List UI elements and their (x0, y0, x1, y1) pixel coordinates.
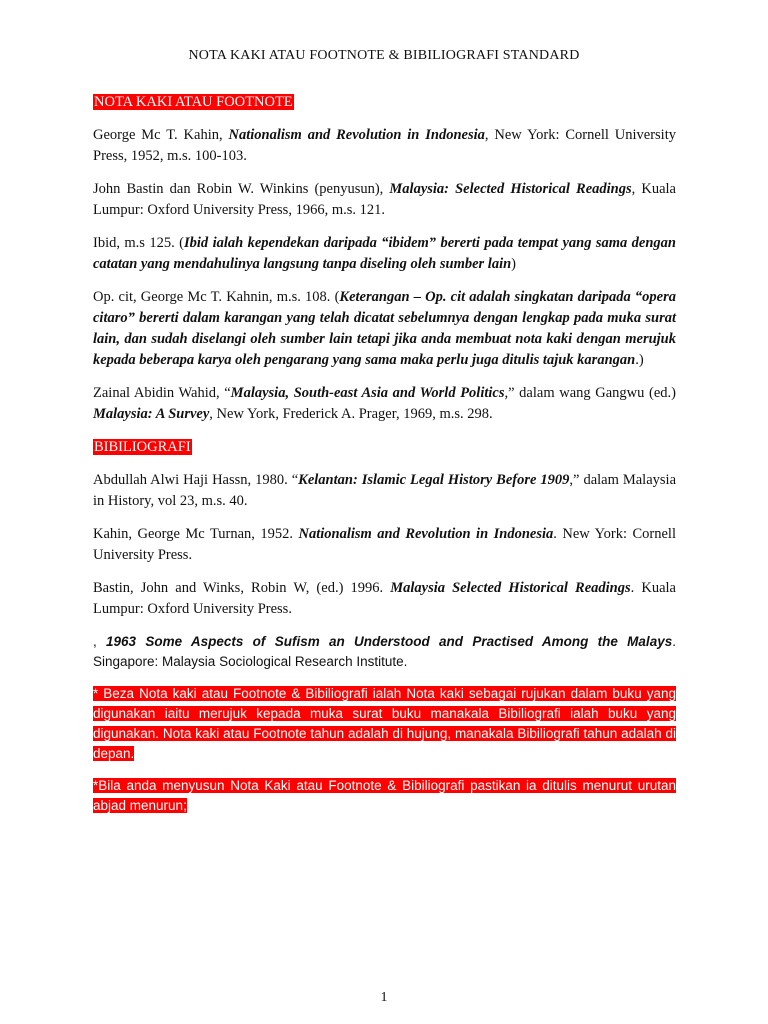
section-heading-bibliography: BIBILIOGRAFI (94, 439, 191, 455)
bibliography-entry: Abdullah Alwi Haji Hassn, 1980. “Kelantan: Islamic Legal History Before 1909,” dalam Malaysia in History, vol 23, m.s. 40. (93, 472, 677, 509)
footnote-entry: Zainal Abidin Wahid, “Malaysia, South-east Asia and World Politics,” dalam wang Gangwu (ed.) Malaysia: A Survey, New York, Frederick A. Prager, 1969, m.s. 298. (93, 385, 676, 422)
document-body (93, 92, 676, 828)
page-title: NOTA KAKI ATAU FOOTNOTE & BIBILIOGRAFI STANDARD (188, 48, 580, 63)
footnote-entry: Op. cit, George Mc T. Kahnin, m.s. 108. (Keterangan – Op. cit adalah singkatan daripada “opera citaro” bererti dalam karangan yang telah dicatat sebelumnya dengan lengkap pada muka surat lain, dan sudah diselangi oleh sumber lain tetapi jika anda membuat nota kaki dengan merujuk kepada beberapa karya oleh pengarang yang sama maka perlu juga ditulis tajuk karangan.) (93, 289, 676, 368)
section-heading-footnote: NOTA KAKI ATAU FOOTNOTE (94, 94, 293, 110)
footnote-entry: John Bastin dan Robin W. Winkins (penyusun), Malaysia: Selected Historical Readings, Kuala Lumpur: Oxford University Press, 1966, m.s. 121. (93, 181, 676, 218)
bibliography-entry: , 1963 Some Aspects of Sufism an Understood and Practised Among the Malays. Singapore: Malaysia Sociological Research Institute. (93, 634, 676, 669)
footnote-entry: George Mc T. Kahin, Nationalism and Revolution in Indonesia, New York: Cornell University Press, 1952, m.s. 100-103. (93, 127, 676, 164)
note-difference: * Beza Nota kaki atau Footnote & Bibiliografi ialah Nota kaki sebagai rujukan dalam buku yang digunakan iaitu merujuk kepada muka surat buku manakala Bibiliografi ialah buku yang digunakan. Nota kaki atau Footnote tahun adalah di hujung, manakala Bibiliografi tahun adalah di depan. (93, 686, 676, 761)
footnote-entry: Ibid, m.s 125. (Ibid ialah kependekan daripada “ibidem” bererti pada tempat yang sama dengan catatan yang mendahulinya langsung tanpa diseling oleh sumber lain) (93, 235, 676, 272)
bibliography-entry: Bastin, John and Winks, Robin W, (ed.) 1996. Malaysia Selected Historical Readings. Kuala Lumpur: Oxford University Press. (93, 580, 676, 617)
page-number: 1 (380, 990, 388, 1005)
note-ordering: *Bila anda menyusun Nota Kaki atau Footnote & Bibiliografi pastikan ia ditulis menurut urutan abjad menurun; (93, 778, 676, 813)
bibliography-entry: Kahin, George Mc Turnan, 1952. Nationalism and Revolution in Indonesia. New York: Cornell University Press. (93, 526, 676, 563)
